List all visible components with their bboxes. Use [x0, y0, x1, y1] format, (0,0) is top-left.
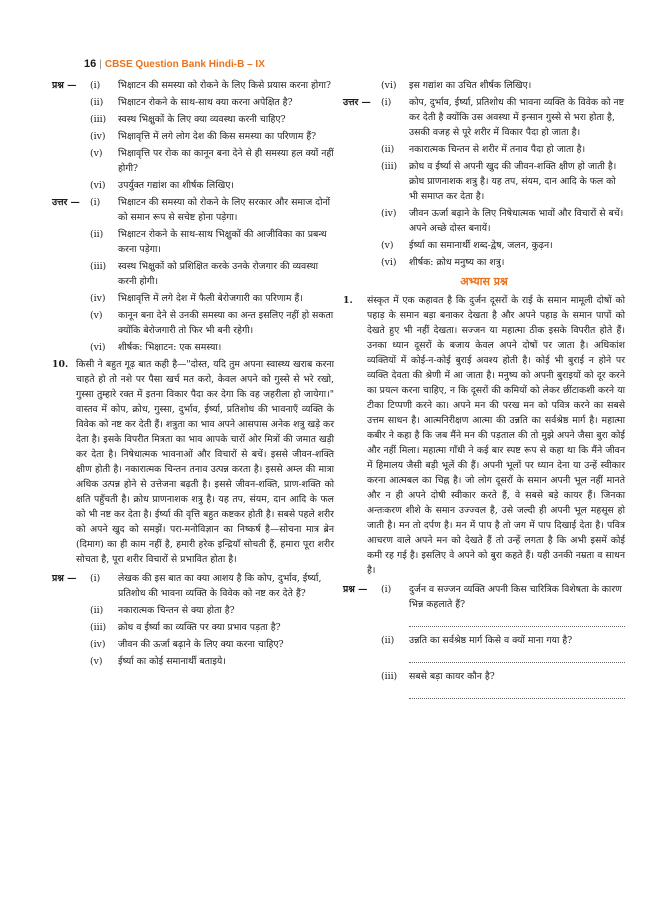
answer-text: भिक्षावृत्ति में लगे देश में फैली बेरोजगारी का परिणाम हैं।: [118, 293, 303, 304]
passage-text: किसी ने बहुत गूढ़ बात कही है—"दोस्त, यदि तुम अपना स्वास्थ्य खराब करना चाहते हो तो नशे पर पैसा खर्च मत करो, केवल अपने को गुस्से से भरे रखो, गुस्सा तुम्हारे रक्त में इतना विकार पैदा कर देगा कि वह जहरीला हो जायेगा।" वास्तव में कोप, क्रोध, गुस्सा, दुर्भाव, ईर्ष्या, प्रतिशोध की भावनाएँ व्यक्ति के विवेक को नष्ट कर देती हैं। शत्रुता का भाव अपने आसपास अनेक शत्रु खड़े कर देता है। इसके विपरीत मित्रता का भाव आपके चारों ओर मित्रों की जमात खड़ी कर देता है। निषेधात्मक भावनाओं और विचारों से बचें। इससे जीवन-शक्ति क्षीण होती है। नकारात्मक चिन्तन तनाव उत्पन्न करता है। इससे अम्ल की मात्रा अधिक उत्पन्न होने से उत्तेजना बढ़ती है। इससे जीवन-शक्ति, प्राण-शक्ति को क्षति पहुँचती है। क्रोध प्राणनाशक शत्रु है। यह तप, संयम, दान आदि के फल को भी नष्ट कर देता है। ईर्ष्या की वृत्ति बहुत कष्टकर होती है। सबसे पहले शरीर को अपने खुद को समझें। परा-मनोविज्ञान का निष्कर्ष है—सोचना मात्र ब्रेन (दिमाग) का ही काम नहीं है, हमारी हरेक इन्द्रियाँ सोचती हैं, हमारा पूरा शरीर सोचता है, पूरा शरीर विचारों से प्रभावित होता है।: [76, 359, 334, 565]
question-text: स्वस्थ भिक्षुकों के लिए क्या व्यवस्था करनी चाहिए?: [118, 114, 286, 125]
answer-text: शीर्षक: क्रोध मनुष्य का शत्रु।: [409, 257, 505, 268]
question-text: भिक्षाटन रोकने के साथ-साथ क्या करना अपेक्षित है?: [118, 97, 293, 108]
question-block-10-cont: (vi) इस गद्यांश का उचित शीर्षक लिखिए।: [381, 80, 532, 91]
answer-block-10: उत्तर — (i) कोप, दुर्भाव, ईर्ष्या, प्रतिशोध की भावना व्यक्ति के विवेक को नष्ट कर देती है क्योंकि उस अवस्था में इन्सान गुस्से से भरा होता है, उसकी वजह से पूरे शरीर में विकार पैदा हो जाता है। (ii) नकारात्मक चिन्तन से शरीर में तनाव पैदा हो जाता है। (iii) क्रोध व ईर्ष्या से अपनी खुद की जीवन-शक्ति क्षीण हो जाती है। क्रोध प्राणनाशक शत्रु है। यह तप, संयम, दान आदि के फल को भी समाप्त कर देता है। (iv) जीवन ऊर्जा बढ़ाने के लिए निषेधात्मक भावों और विचारों से बचें। अपने अच्छे दोस्त बनायें। (v) ईर्ष्या का समानार्थी शब्द-द्वेष, जलन, कुढ़न। (vi) शीर्षक: क्रोध मनुष्य का शत्रु।: [343, 97, 625, 268]
question-text: भिक्षावृत्ति में लगे लोग देश की किस समस्या का परिणाम हैं?: [118, 131, 317, 142]
answer-text: कानून बना देने से उनकी समस्या का अन्त इसलिए नहीं हो सकता क्योंकि बेरोजगारी तो फिर भी बनी रहेगी।: [118, 310, 334, 336]
book-title: CBSE Question Bank Hindi-B – IX: [104, 59, 265, 70]
passage-text: संस्कृत में एक कहावत है कि दुर्जन दूसरों के राई के समान मामूली दोषों को पहाड़ के समान बड़ा बनाकर देखता है और अपने पहाड़ के समान पापों को देखते हुए भी नहीं देखता। सज्जन या महात्मा ठीक इसके विपरीत होते हैं। उनका ध्यान दूसरों के बजाय केवल अपने दोषों पर जाता है। अधिकांश व्यक्तियों में कोई-न-कोई बुराई अवश्य होती है। कोई भी बुराई न होने पर व्यक्ति देवता की श्रेणी में आ जाता है। मनुष्य को अपनी बुराइयों को दूर करने का प्रयत्न करना चाहिए, न कि दूसरों की कमियों को लेकर छींटाकशी करने या टीका टिप्पणी करने का। अपने मन की परख मन को पवित्र करने का सबसे उत्तम साधन है। आत्मनिरीक्षण आत्मा की उन्नति का सर्वश्रेष्ठ मार्ग है। महात्मा कबीर ने कहा है कि जब मैंने मन की पड़ताल की तो मुझे अपने जैसा बुरा कोई और नहीं मिला। महात्मा गाँधी ने कई बार स्पष्ट रूप से कहा था कि मैंने जीवन में हिमालय जैसी बड़ी भूलें की हैं। अपनी भूलों पर ध्यान देना या उन्हें स्वीकार करना आत्मबल का चिह्न है। जो लोग दूसरों के समान अपनी भूल नहीं मानते और न ही अपने दोषी स्वीकार करते हैं, वे सबसे बड़े कायर हैं। जिनका अन्तःकरण शीशे के समान उज्ज्वल है, उसे जल्दी ही अपनी भूल महसूस हो जाती है। मन तो दर्पण है। मन में पाप है तो जग में पाप दिखाई देता है। पवित्र आचरण वाले अपने मन को देखते हैं तो उन्हें लगता है कि अभी इसमें कोई कमी रह गई है। इसलिए वे अपने को बुरा कहते हैं। यही उनकी नम्रता व साधन है।: [367, 295, 625, 576]
left-column: [52, 78, 334, 671]
question-block-9: प्रश्न — (i) भिक्षाटन की समस्या को रोकने के लिए किसे प्रयास करना होगा? (ii) भिक्षाटन रोकने के साथ-साथ क्या करना अपेक्षित है? (iii) स्वस्थ भिक्षुकों के लिए क्या व्यवस्था करनी चाहिए? (iv) भिक्षावृत्ति में लगे लोग देश की किस समस्या का परिणाम हैं? (v) भिक्षावृत्ति पर रोक का कानून बना देने से ही समस्या हल क्यों नहीं होगी? (vi) उपर्युक्त गद्यांश का शीर्षक लिखिए।: [52, 80, 334, 191]
section-title: अभ्यास प्रश्न: [460, 275, 508, 288]
answer-text: नकारात्मक चिन्तन से शरीर में तनाव पैदा हो जाता है।: [409, 144, 586, 155]
question-text: सबसे बड़ा कायर कौन है?: [409, 671, 495, 682]
question-text: लेखक की इस बात का क्या आशय है कि कोप, दुर्भाव, ईर्ष्या, प्रतिशोध की भावना व्यक्ति के विवेक को नष्ट कर देते हैं?: [118, 573, 322, 599]
passage-number: 1.: [343, 295, 353, 306]
answer-text: जीवन ऊर्जा बढ़ाने के लिए निषेधात्मक भावों और विचारों से बचें। अपने अच्छे दोस्त बनायें।: [409, 208, 624, 234]
question-text: इस गद्यांश का उचित शीर्षक लिखिए।: [409, 80, 532, 91]
question-text: भिक्षाटन की समस्या को रोकने के लिए किसे प्रयास करना होगा?: [118, 80, 331, 91]
question-block-1: प्रश्न — (i) दुर्जन व सज्जन व्यक्ति अपनी किस चारित्रिक विशेषता के कारण भिन्न कहलाते हैं? (ii) उन्नति का सर्वश्रेष्ठ मार्ग किसे व क्यों माना गया है? (iii) सबसे बड़ा कायर कौन है?: [343, 582, 625, 699]
answer-text: क्रोध व ईर्ष्या से अपनी खुद की जीवन-शक्ति क्षीण हो जाती है। क्रोध प्राणनाशक शत्रु है। यह तप, संयम, दान आदि के फल को भी समाप्त कर देता है।: [409, 161, 617, 202]
answer-line[interactable]: [409, 614, 625, 627]
answer-block-9: उत्तर — (i) भिक्षाटन की समस्या को रोकने के लिए सरकार और समाज दोनों को समान रूप से सचेष्ट होना पड़ेगा। (ii) भिक्षाटन रोकने के साथ-साथ भिक्षुकों की आजीविका का प्रबन्ध करना पड़ेगा। (iii) स्वस्थ भिक्षुकों को प्रशिक्षित करके उनके रोजगार की व्यवस्था करनी होगी। (iv) भिक्षावृत्ति में लगे देश में फैली बेरोजगारी का परिणाम हैं। (v) कानून बना देने से उनकी समस्या का अन्त इसलिए नहीं हो सकता क्योंकि बेरोजगारी तो फिर भी बनी रहेगी। (vi) शीर्षक: भिक्षाटन: एक समस्या।: [52, 197, 334, 353]
passage-10: [52, 357, 334, 567]
question-block-10: प्रश्न — (i) लेखक की इस बात का क्या आशय है कि कोप, दुर्भाव, ईर्ष्या, प्रतिशोध की भावना व्यक्ति के विवेक को नष्ट कर देते हैं? (ii) नकारात्मक चिन्तन से क्या होता है? (iii) क्रोध व ईर्ष्या का व्यक्ति पर क्या प्रभाव पड़ता है? (iv) जीवन की ऊर्जा बढ़ाने के लिए क्या करना चाहिए? (v) ईर्ष्या का कोई समानार्थी बताइये।: [52, 573, 322, 667]
answer-text: ईर्ष्या का समानार्थी शब्द-द्वेष, जलन, कुढ़न।: [409, 240, 553, 251]
question-text: उन्नति का सर्वश्रेष्ठ मार्ग किसे व क्यों माना गया है?: [409, 635, 573, 646]
passage-number: 10.: [52, 359, 69, 370]
answer-text: शीर्षक: भिक्षाटन: एक समस्या।: [118, 342, 222, 353]
answer-label: उत्तर —: [52, 197, 80, 208]
answer-label: उत्तर —: [343, 97, 371, 108]
question-text: दुर्जन व सज्जन व्यक्ति अपनी किस चारित्रिक विशेषता के कारण भिन्न कहलाते हैं?: [409, 584, 622, 610]
answer-text: कोप, दुर्भाव, ईर्ष्या, प्रतिशोध की भावना व्यक्ति के विवेक को नष्ट कर देती है क्योंकि उस अवस्था में इन्सान गुस्से से भरा होता है, उसकी वजह से पूरे शरीर में विकार पैदा हो जाता है।: [409, 97, 625, 138]
page-number: 16: [84, 58, 97, 70]
right-column: [343, 78, 625, 705]
question-label: प्रश्न —: [52, 573, 77, 584]
answer-text: स्वस्थ भिक्षुकों को प्रशिक्षित करके उनके रोजगार की व्यवस्था करनी होगी।: [118, 261, 318, 287]
question-text: उपर्युक्त गद्यांश का शीर्षक लिखिए।: [118, 180, 234, 191]
question-text: भिक्षावृत्ति पर रोक का कानून बना देने से ही समस्या हल क्यों नहीं होगी?: [118, 148, 334, 174]
question-label: प्रश्न —: [343, 584, 368, 595]
answer-line[interactable]: [409, 650, 625, 663]
question-text: नकारात्मक चिन्तन से क्या होता है?: [118, 605, 235, 616]
passage-1: [343, 293, 625, 578]
question-text: क्रोध व ईर्ष्या का व्यक्ति पर क्या प्रभाव पड़ता है?: [118, 622, 281, 633]
question-text: ईर्ष्या का कोई समानार्थी बताइये।: [118, 656, 226, 667]
question-label: प्रश्न —: [52, 80, 77, 91]
answer-text: भिक्षाटन रोकने के साथ-साथ भिक्षुकों की आजीविका का प्रबन्ध करना पड़ेगा।: [118, 229, 327, 255]
question-text: जीवन की ऊर्जा बढ़ाने के लिए क्या करना चाहिए?: [118, 639, 284, 650]
page-header: 16 | CBSE Question Bank Hindi-B – IX: [84, 58, 265, 70]
answer-text: भिक्षाटन की समस्या को रोकने के लिए सरकार और समाज दोनों को समान रूप से सचेष्ट होना पड़ेगा।: [118, 197, 331, 223]
answer-line[interactable]: [409, 686, 625, 699]
